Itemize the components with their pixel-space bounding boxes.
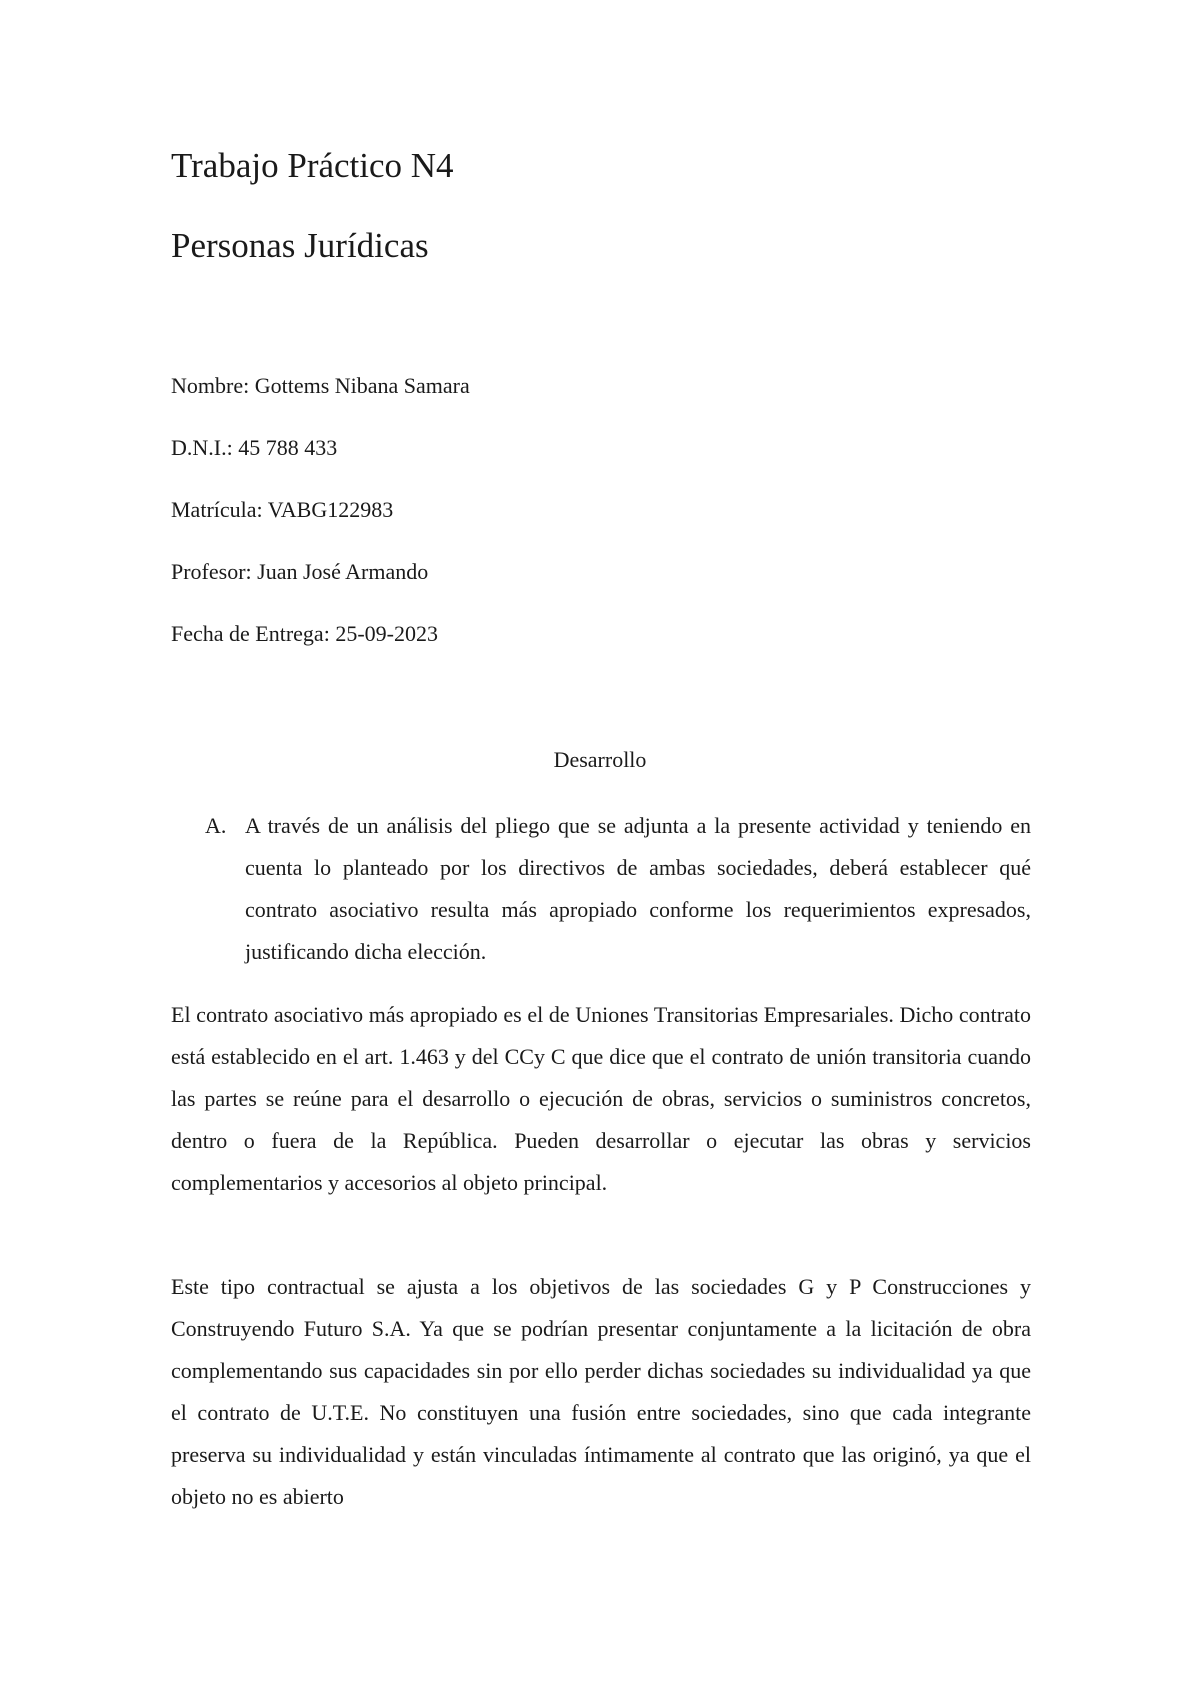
document-subtitle: Personas Jurídicas xyxy=(171,226,429,265)
student-dni: D.N.I.: 45 788 433 xyxy=(171,435,338,460)
body-paragraph-2: Este tipo contractual se ajusta a los objetivos de las sociedades G y P Construcciones y Construyendo Futuro S.A. Ya que se podrían presentar conjuntamente a la licitación de obra complementando sus capacidades sin por ello perder dichas sociedades su individualidad ya que el contrato de U.T.E. No constituyen una fusión entre sociedades, sino que cada integrante preserva su individualidad y están vinculadas íntimamente al contrato que las originó, ya que el objeto no es abierto xyxy=(171,1274,1031,1509)
student-matricula: Matrícula: VABG122983 xyxy=(171,497,394,522)
question-text: A través de un análisis del pliego que se adjunta a la presente actividad y teniendo en cuenta lo planteado por los directivos de ambas sociedades, deberá establecer qué contrato asociativo resulta más apropiado conforme los requerimientos expresados, justificando dicha elección. xyxy=(245,813,1031,964)
professor-name: Profesor: Juan José Armando xyxy=(171,559,429,584)
section-heading: Desarrollo xyxy=(553,747,647,772)
body-paragraph-1: El contrato asociativo más apropiado es el de Uniones Transitorias Empresariales. Dicho contrato está establecido en el art. 1.463 y del CCy C que dice que el contrato de unión transitoria cuando las partes se reúne para el desarrollo o ejecución de obras, servicios o suministros concretos, dentro o fuera de la República. Pueden desarrollar o ejecutar las obras y servicios complementarios y accesorios al objeto principal. xyxy=(171,1002,1031,1195)
delivery-date: Fecha de Entrega: 25-09-2023 xyxy=(171,621,438,646)
document-title: Trabajo Práctico N4 xyxy=(171,146,454,185)
student-name: Nombre: Gottems Nibana Samara xyxy=(171,373,470,398)
list-marker: A. xyxy=(205,813,227,838)
